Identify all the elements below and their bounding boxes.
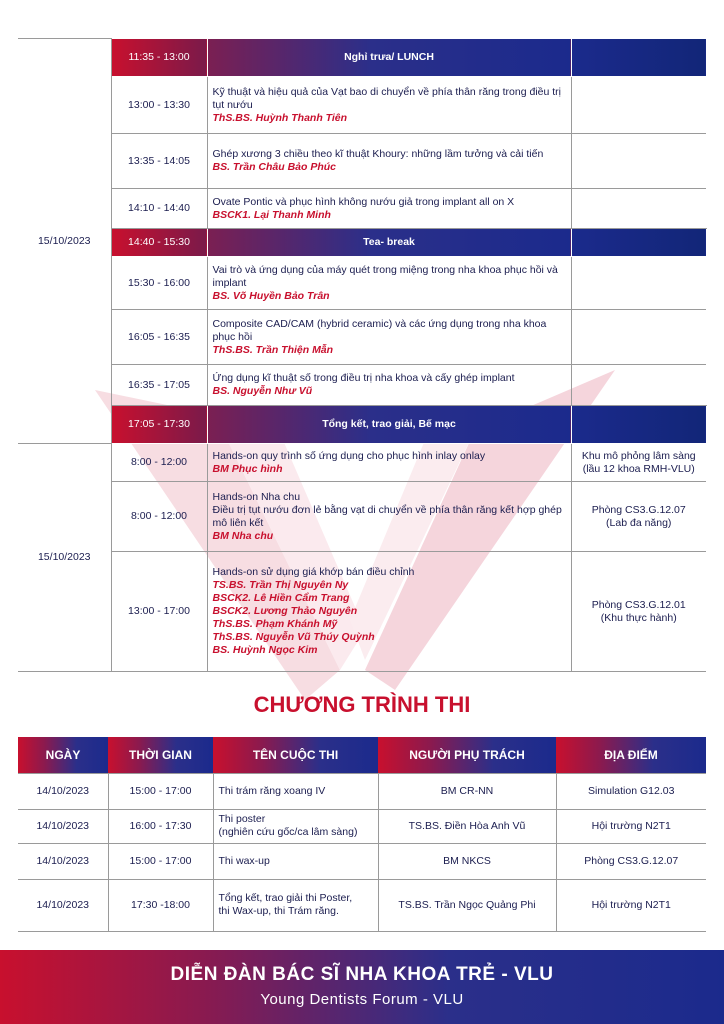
schedule-row [18, 189, 706, 229]
topic-text: Hands-on quy trình số ứng dụng cho phục hình inlay onlay [212, 449, 486, 462]
header-time: THỜI GIAN [108, 737, 213, 773]
band-location [571, 406, 706, 444]
session-topic [207, 310, 571, 365]
topic-text: Hands-on Nha chu [212, 490, 301, 503]
band-location [571, 229, 706, 257]
comp-lead: TS.BS. Trần Ngọc Quảng Phi [378, 879, 556, 931]
speaker-name: BM Nha chu [212, 529, 274, 542]
schedule-row [18, 77, 706, 134]
comp-name [213, 773, 378, 809]
comp-name-line: Thi trám răng xoang IV [218, 784, 326, 797]
header-place: ĐỊA ĐIỂM [556, 737, 706, 773]
session-location [571, 444, 706, 482]
session-topic [207, 77, 571, 134]
comp-place: Phòng CS3.G.12.07 [556, 843, 706, 879]
topic-text: Kỹ thuật và hiệu quả của Vạt bao di chuyển về phía thân răng trong điều trị tụt nướu [212, 85, 561, 111]
footer-subtitle: Young Dentists Forum - VLU [260, 991, 464, 1008]
topic-text: Ứng dụng kĩ thuật số trong điều trị nha khoa và cấy ghép implant [212, 372, 515, 384]
topic-text: Hands-on sử dụng giá khớp bán điều chỉnh [212, 566, 415, 578]
band-title: Tổng kết, trao giải, Bế mạc [207, 406, 571, 444]
session-location [571, 310, 706, 365]
schedule-row [18, 134, 706, 189]
session-time: 8:00 - 12:00 [111, 482, 207, 552]
session-time: 14:10 - 14:40 [111, 189, 207, 229]
speaker-name: TS.BS. Trần Thị Nguyên Ny [212, 579, 349, 591]
schedule-row [18, 482, 706, 552]
competition-row [18, 773, 706, 809]
session-location [571, 77, 706, 134]
comp-place: Hội trường N2T1 [556, 809, 706, 843]
speaker-name: BSCK2. Lương Thảo Nguyên [212, 605, 358, 617]
comp-name-line: Tổng kết, trao giải thi Poster, [218, 892, 353, 904]
comp-place: Simulation G12.03 [556, 773, 706, 809]
session-topic [207, 552, 571, 672]
comp-place: Hội trường N2T1 [556, 879, 706, 931]
speaker-name: BM Phục hình [212, 462, 283, 475]
header-name: TÊN CUỘC THI [213, 737, 378, 773]
speaker-name: BS. Huỳnh Ngọc Kim [212, 644, 318, 656]
schedule-row [18, 310, 706, 365]
comp-time: 17:30 -18:00 [108, 879, 213, 931]
band-time: 11:35 - 13:00 [111, 39, 207, 77]
location-line: Khu mô phỏng lâm sàng [581, 449, 696, 462]
comp-date: 14/10/2023 [18, 773, 108, 809]
speaker-name: BSCK2. Lê Hiền Cẩm Trang [212, 592, 350, 604]
comp-name-line: thi Wax-up, thi Trám răng. [218, 905, 339, 917]
schedule-row [18, 257, 706, 310]
competition-row [18, 879, 706, 931]
location-line: Phòng CS3.G.12.01 [591, 598, 686, 611]
comp-time: 15:00 - 17:00 [108, 843, 213, 879]
competition-row [18, 809, 706, 843]
session-time: 8:00 - 12:00 [111, 444, 207, 482]
schedule-date-day1: 15/10/2023 [18, 39, 111, 444]
comp-date: 14/10/2023 [18, 809, 108, 843]
location-line: (Khu thực hành) [600, 611, 677, 624]
footer-banner [0, 950, 724, 1024]
speaker-name: BS. Võ Huyền Bảo Trân [212, 289, 330, 302]
session-topic [207, 365, 571, 406]
session-time: 16:35 - 17:05 [111, 365, 207, 406]
schedule-row [18, 552, 706, 672]
session-topic [207, 134, 571, 189]
session-time: 16:05 - 16:35 [111, 310, 207, 365]
comp-lead: TS.BS. Điền Hòa Anh Vũ [378, 809, 556, 843]
session-location [571, 134, 706, 189]
topic-text: Điều trị tụt nướu đơn lẻ bằng vạt di chuyển về phía thân răng kết hợp ghép mô liên kết [212, 503, 562, 529]
band-title: Tea- break [207, 229, 571, 257]
location-line: Phòng CS3.G.12.07 [591, 503, 686, 516]
competition-title: CHƯƠNG TRÌNH THI [253, 692, 471, 717]
band-time: 14:40 - 15:30 [111, 229, 207, 257]
topic-text: Ghép xương 3 chiều theo kĩ thuật Khoury: những lầm tưởng và cải tiến [212, 148, 544, 160]
schedule-band-closing [18, 406, 706, 444]
header-date: NGÀY [18, 737, 108, 773]
comp-name [213, 843, 378, 879]
speaker-name: BS. Trần Châu Bảo Phúc [212, 161, 336, 173]
comp-name-line: Thi poster [218, 813, 266, 825]
speaker-name: ThS.BS. Huỳnh Thanh Tiên [212, 111, 348, 124]
location-line: (lầu 12 khoa RMH-VLU) [582, 462, 695, 475]
location-line: (Lab đa năng) [606, 516, 672, 529]
comp-lead: BM CR-NN [378, 773, 556, 809]
footer-title: DIỄN ĐÀN BÁC SĨ NHA KHOA TRẺ - VLU [170, 964, 554, 985]
speaker-name: BS. Nguyễn Như Vũ [212, 385, 313, 397]
session-topic [207, 482, 571, 552]
speaker-name: BSCK1. Lại Thanh Minh [212, 208, 331, 221]
schedule-table [18, 38, 707, 672]
session-location [571, 552, 706, 672]
speaker-name: ThS.BS. Nguyễn Vũ Thúy Quỳnh [212, 631, 375, 643]
comp-name [213, 809, 378, 843]
band-location [571, 39, 706, 77]
comp-time: 15:00 - 17:00 [108, 773, 213, 809]
competition-header-row [18, 737, 706, 773]
competition-row [18, 843, 706, 879]
topic-text: Composite CAD/CAM (hybrid ceramic) và các ứng dụng trong nha khoa phục hồi [212, 317, 547, 343]
session-topic [207, 444, 571, 482]
schedule-band-lunch [18, 39, 706, 77]
comp-time: 16:00 - 17:30 [108, 809, 213, 843]
comp-name-line: (nghiên cứu gốc/ca lâm sàng) [218, 826, 358, 838]
session-topic [207, 257, 571, 310]
schedule-band-tea-break [18, 229, 706, 257]
comp-date: 14/10/2023 [18, 843, 108, 879]
comp-name [213, 879, 378, 931]
session-location [571, 482, 706, 552]
schedule-row [18, 365, 706, 406]
band-time: 17:05 - 17:30 [111, 406, 207, 444]
comp-date: 14/10/2023 [18, 879, 108, 931]
topic-text: Vai trò và ứng dụng của máy quét trong miệng trong nha khoa phục hồi và implant [212, 263, 558, 289]
speaker-name: ThS.BS. Trần Thiện Mẫn [212, 343, 334, 356]
topic-text: Ovate Pontic và phục hình không nướu giả trong implant all on X [212, 195, 515, 208]
competition-table [18, 737, 706, 932]
session-time: 13:35 - 14:05 [111, 134, 207, 189]
schedule-date-day2: 15/10/2023 [18, 444, 111, 672]
session-location [571, 189, 706, 229]
comp-name-line: Thi wax-up [218, 854, 270, 867]
session-time: 13:00 - 13:30 [111, 77, 207, 134]
header-lead: NGƯỜI PHỤ TRÁCH [378, 737, 556, 773]
session-topic [207, 189, 571, 229]
band-title: Nghỉ trưa/ LUNCH [207, 39, 571, 77]
comp-lead: BM NKCS [378, 843, 556, 879]
session-location [571, 365, 706, 406]
session-time: 13:00 - 17:00 [111, 552, 207, 672]
session-time: 15:30 - 16:00 [111, 257, 207, 310]
speaker-name: ThS.BS. Phạm Khánh Mỹ [212, 618, 338, 630]
schedule-row [18, 444, 706, 482]
session-location [571, 257, 706, 310]
